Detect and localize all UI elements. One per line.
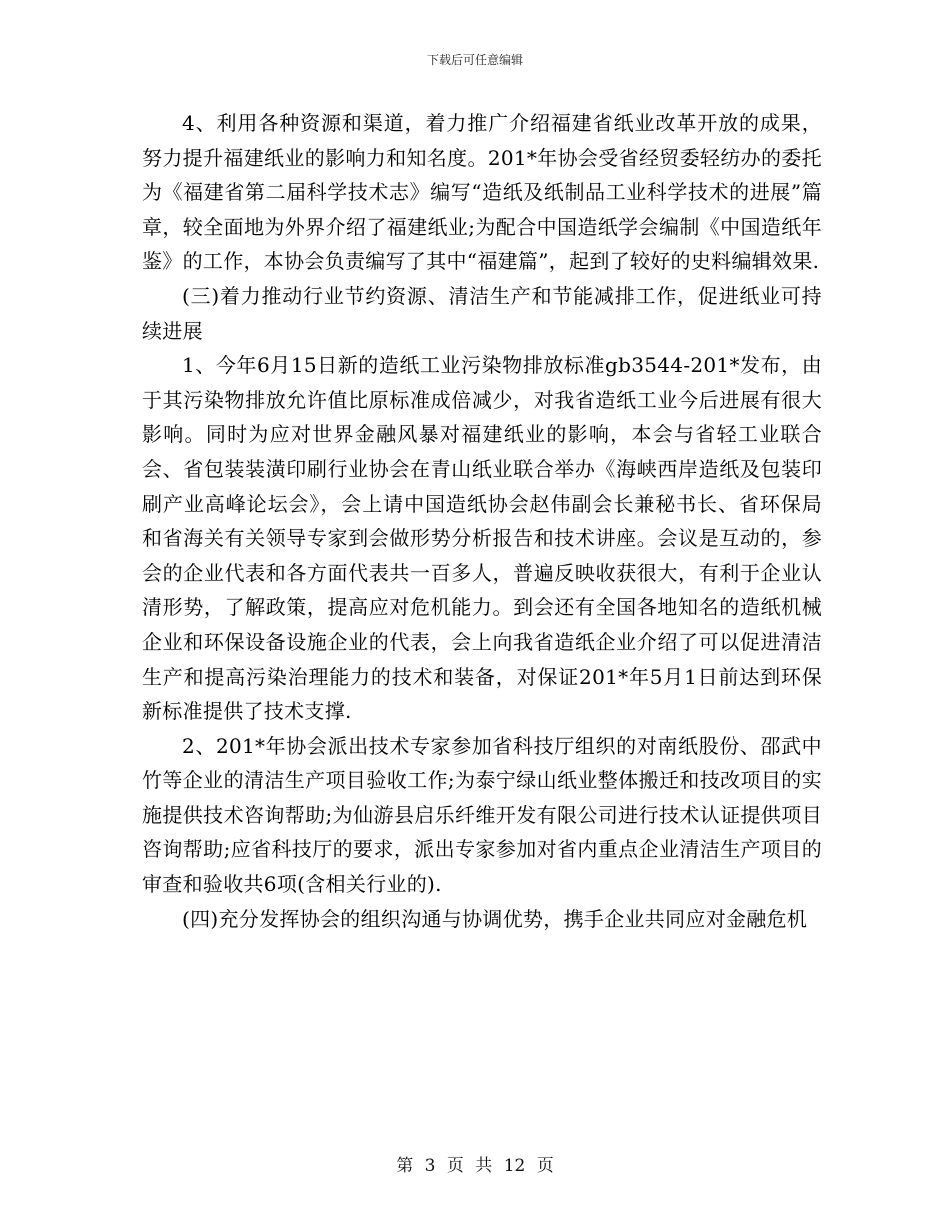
paragraph-item-2: 2、201*年协会派出技术专家参加省科技厅组织的对南纸股份、邵武中竹等企业的清洁生产项目验收工作;为泰宁绿山纸业整体搬迁和技改项目的实施提供技术咨询帮助;为仙游县启乐纤维开发有限公司进行技术认证提供项目咨询帮助;应省科技厅的要求，派出专家参加对省内重点企业清洁生产项目的审查和验收共6项(含相关行业的). bbox=[142, 733, 822, 897]
section-heading-3: (三)着力推动行业节约资源、清洁生产和节能减排工作，促进纸业可持续进展 bbox=[142, 283, 822, 343]
page-footer: 第 3 页 共 12 页 bbox=[396, 1156, 554, 1176]
paragraph-item-4: 4、利用各种资源和渠道，着力推广介绍福建省纸业改革开放的成果，努力提升福建纸业的影响力和知名度。201*年协会受省经贸委轻纺办的委托为《福建省第二届科学技术志》编写“造纸及纸制品工业科学技术的进展”篇章，较全面地为外界介绍了福建纸业;为配合中国造纸学会编制《中国造纸年鉴》的工作，本协会负责编写了其中“福建篇”，起到了较好的史料编辑效果. bbox=[142, 111, 822, 274]
page-header: 下载后可任意编辑 bbox=[426, 53, 523, 67]
section-heading-4: (四)充分发挥协会的组织沟通与协调优势，携手企业共同应对金融危机 bbox=[182, 906, 808, 931]
paragraph-item-1: 1、今年6月15日新的造纸工业污染物排放标准gb3544-201*发布，由于其污染物排放允许值比原标准成倍减少，对我省造纸工业今后进展有很大影响。同时为应对世界金融风暴对福建纸业的影响，本会与省轻工业联合会、省包装装潢印刷行业协会在青山纸业联合举办《海峡西岸造纸及包装印刷产业高峰论坛会》，会上请中国造纸协会赵伟副会长兼秘书长、省环保局和省海关有关领导专家到会做形势分析报告和技术讲座。会议是互动的，参会的企业代表和各方面代表共一百多人，普遍反映收获很大，有利于企业认清形势，了解政策，提高应对危机能力。到会还有全国各地知名的造纸机械企业和环保设备设施企业的代表，会上向我省造纸企业介绍了可以促进清洁生产和提高污染治理能力的技术和装备，对保证201*年5月1日前达到环保新标准提供了技术支撑. bbox=[142, 353, 822, 724]
document-body bbox=[142, 106, 822, 936]
